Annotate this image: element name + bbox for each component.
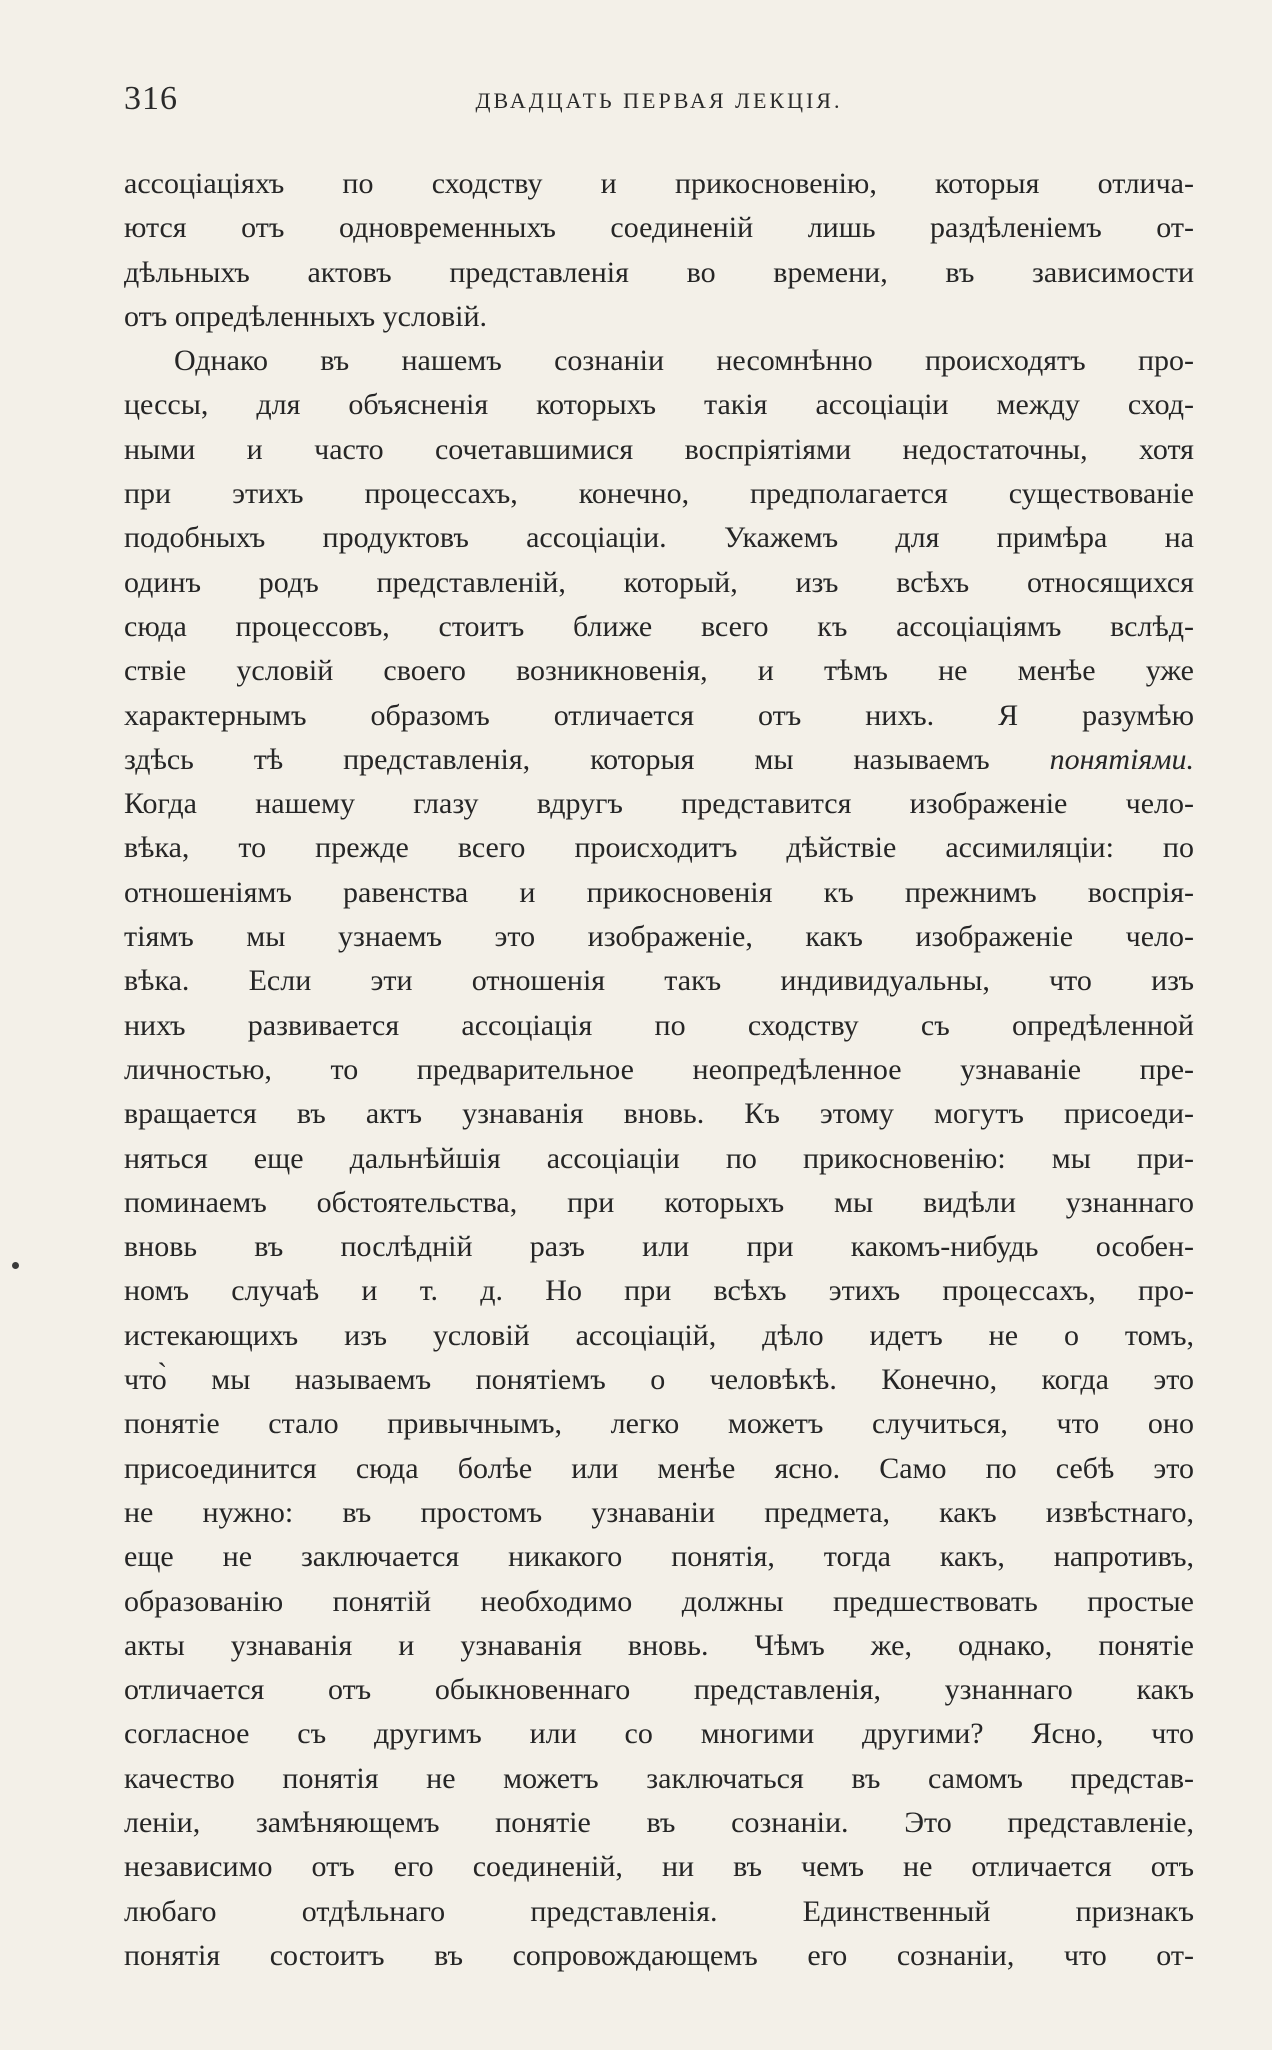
text-line: дѣльныхъ актовъ представленія во времени, въ зависимости [124, 255, 1194, 289]
page-header [124, 80, 1194, 124]
text-line: вѣка, то прежде всего происходитъ дѣйствіе ассимиляціи: по [124, 831, 1194, 865]
text-line: сюда процессовъ, стоитъ ближе всего къ ассоціаціямъ вслѣд- [124, 609, 1194, 643]
paragraph-1 [124, 162, 1194, 339]
text-line: тіямъ мы узнаемъ это изображеніе, какъ изображеніе чело- [124, 920, 1194, 954]
text-line-with-italic [124, 738, 1194, 782]
italic-term: понятіями. [1049, 742, 1194, 776]
text-line: нихъ развивается ассоціація по сходству съ опредѣленной [124, 1008, 1194, 1042]
text-line: при этихъ процессахъ, конечно, предполагается существованіе [124, 477, 1194, 511]
text-line: отношеніямъ равенства и прикосновенія къ прежнимъ воспрія- [124, 875, 1194, 909]
text-line: понятія состоитъ въ сопровождающемъ его сознаніи, что от- [124, 1938, 1194, 1972]
text-line: Однако въ нашемъ сознаніи несомнѣнно происходятъ про- [174, 344, 1194, 378]
text-line: характернымъ образомъ отличается отъ нихъ. Я разумѣю [124, 698, 1194, 732]
text-line: одинъ родъ представленій, который, изъ всѣхъ относящихся [124, 565, 1194, 599]
text-line: вѣка. Если эти отношенія такъ индивидуальны, что изъ [124, 964, 1194, 998]
text-line: понятіе стало привычнымъ, легко можетъ случиться, что оно [124, 1407, 1194, 1441]
text-line: акты узнаванія и узнаванія вновь. Чѣмъ же, однако, понятіе [124, 1628, 1194, 1662]
text-line: отъ опредѣленныхъ условій. [124, 299, 488, 333]
running-head: ДВАДЦАТЬ ПЕРВАЯ ЛЕКЦІЯ. [475, 88, 843, 113]
text-line: присоединится сюда болѣе или менѣе ясно. Само по себѣ это [124, 1451, 1194, 1485]
ink-speck [12, 1262, 19, 1269]
text-line: качество понятія не можетъ заключаться въ самомъ представ- [124, 1761, 1194, 1795]
text-line: вновь въ послѣдній разъ или при какомъ-нибудь особен- [124, 1230, 1194, 1264]
text-line: образованію понятій необходимо должны предшествовать простые [124, 1584, 1194, 1618]
text-line: еще не заключается никакого понятія, тогда какъ, напротивъ, [124, 1540, 1194, 1574]
text-line: что̀ мы называемъ понятіемъ о человѣкѣ. Конечно, когда это [124, 1363, 1194, 1397]
text-line: ствіе условій своего возникновенія, и тѣмъ не менѣе уже [124, 654, 1194, 688]
text-line: независимо отъ его соединеній, ни въ чемъ не отличается отъ [124, 1850, 1194, 1884]
text-line: истекающихъ изъ условій ассоціацій, дѣло идетъ не о томъ, [124, 1318, 1194, 1352]
text-line: цессы, для объясненія которыхъ такія ассоціаціи между сход- [124, 388, 1194, 422]
body-text [124, 162, 1194, 1978]
text-line: отличается отъ обыкновеннаго представленія, узнаннаго какъ [124, 1673, 1194, 1707]
text-line: Когда нашему глазу вдругъ представится изображеніе чело- [124, 787, 1194, 821]
text-line: няться еще дальнѣйшія ассоціаціи по прикосновенію: мы при- [124, 1141, 1194, 1175]
text-line: вращается въ актъ узнаванія вновь. Къ этому могутъ присоеди- [124, 1097, 1194, 1131]
paragraph-2 [124, 339, 1194, 1978]
text-line: личностью, то предварительное неопредѣленное узнаваніе пре- [124, 1052, 1194, 1086]
text-line: любаго отдѣльнаго представленія. Единственный признакъ [124, 1894, 1194, 1928]
text-line: ются отъ одновременныхъ соединеній лишь раздѣленіемъ от- [124, 211, 1194, 245]
text-line: леніи, замѣняющемъ понятіе въ сознаніи. Это представленіе, [124, 1805, 1194, 1839]
text-line: не нужно: въ простомъ узнаваніи предмета, какъ извѣстнаго, [124, 1495, 1194, 1529]
text-line: ассоціаціяхъ по сходству и прикосновенію, которыя отлича- [124, 167, 1194, 200]
text-line: ными и часто сочетавшимися воспріятіями недостаточны, хотя [124, 432, 1194, 466]
text-line: номъ случаѣ и т. д. Но при всѣхъ этихъ процессахъ, про- [124, 1274, 1194, 1308]
text-line: поминаемъ обстоятельства, при которыхъ мы видѣли узнаннаго [124, 1185, 1194, 1219]
page-number: 316 [124, 80, 178, 117]
text-line: согласное съ другимъ или со многими другими? Ясно, что [124, 1717, 1194, 1751]
text-segment: здѣсь тѣ представленія, которыя мы называемъ [124, 742, 990, 776]
text-line: подобныхъ продуктовъ ассоціаціи. Укажемъ для примѣра на [124, 521, 1194, 555]
